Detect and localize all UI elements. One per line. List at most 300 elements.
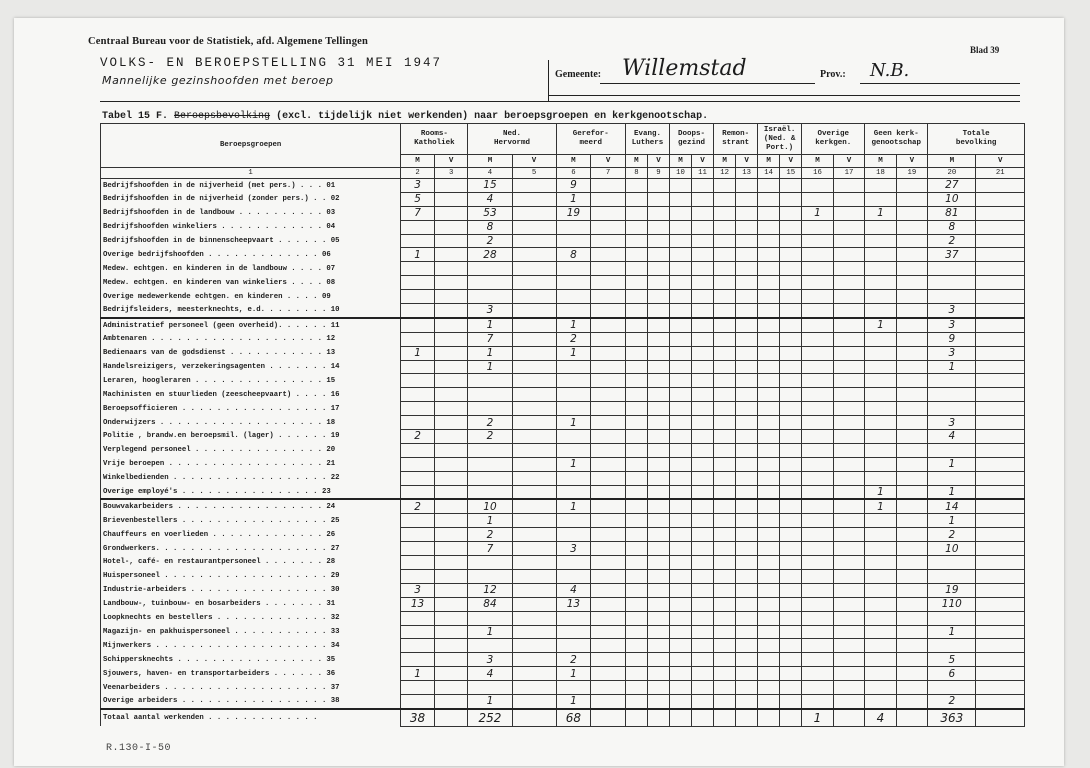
count-cell	[976, 471, 1025, 485]
count-cell	[865, 681, 896, 695]
column-number: 4	[468, 168, 512, 179]
count-cell: 2	[468, 416, 512, 430]
count-cell: 3	[401, 179, 435, 193]
denomination-line-1: Rooms-	[420, 130, 448, 138]
count-cell: 19	[556, 206, 591, 220]
count-cell	[833, 276, 865, 290]
total-cell	[669, 709, 691, 727]
count-cell	[692, 276, 714, 290]
count-cell: 1	[865, 485, 896, 499]
table-row	[101, 556, 1025, 570]
count-cell	[401, 694, 435, 708]
count-cell	[865, 556, 896, 570]
count-cell	[736, 192, 758, 206]
table-row	[101, 276, 1025, 290]
table-row	[101, 681, 1025, 695]
count-cell	[976, 416, 1025, 430]
total-cell	[647, 709, 669, 727]
count-cell	[896, 556, 928, 570]
count-cell	[512, 597, 556, 611]
count-cell	[976, 276, 1025, 290]
count-cell: 1	[865, 318, 896, 332]
count-cell	[758, 346, 780, 360]
count-cell	[591, 443, 626, 457]
count-cell	[865, 667, 896, 681]
count-cell	[896, 569, 928, 583]
count-cell	[669, 234, 691, 248]
count-cell: 4	[928, 430, 976, 444]
table-row	[101, 416, 1025, 430]
count-cell	[512, 220, 556, 234]
count-cell	[692, 234, 714, 248]
count-cell	[802, 528, 833, 542]
total-cell: 1	[802, 709, 833, 727]
count-cell	[401, 542, 435, 556]
male-header: M	[928, 155, 976, 168]
count-cell: 1	[468, 360, 512, 374]
count-cell	[758, 625, 780, 639]
occupation-label: Verplegend personeel . . . . . . . . . . . . . . . 20	[101, 443, 401, 457]
count-cell	[802, 639, 833, 653]
count-cell	[512, 276, 556, 290]
count-cell	[669, 611, 691, 625]
count-cell	[625, 346, 647, 360]
count-cell	[512, 542, 556, 556]
count-cell	[976, 374, 1025, 388]
count-cell	[736, 597, 758, 611]
count-cell	[976, 179, 1025, 193]
count-cell	[714, 681, 736, 695]
column-number: 2	[401, 168, 435, 179]
count-cell	[736, 611, 758, 625]
occupation-label: Ambtenaren . . . . . . . . . . . . . . . . . . . . 12	[101, 332, 401, 346]
table-row	[101, 220, 1025, 234]
count-cell	[434, 304, 468, 318]
count-cell	[647, 234, 669, 248]
count-cell	[647, 416, 669, 430]
count-cell	[802, 499, 833, 513]
count-cell	[833, 388, 865, 402]
count-cell	[556, 443, 591, 457]
count-cell	[928, 639, 976, 653]
count-cell	[556, 276, 591, 290]
table-row	[101, 569, 1025, 583]
count-cell: 8	[468, 220, 512, 234]
count-cell	[591, 360, 626, 374]
count-cell	[736, 416, 758, 430]
beroepsgroepen-header: Beroepsgroepen	[101, 124, 401, 168]
count-cell	[833, 514, 865, 528]
occupation-label: Bedrijfsleiders, meesterknechts, e.d. . . . . . . . 10	[101, 304, 401, 318]
denomination-header	[714, 124, 758, 155]
count-cell	[401, 443, 435, 457]
occupation-label: Bedrijfshoofden in de landbouw . . . . . . . . . . 03	[101, 206, 401, 220]
count-cell	[647, 430, 669, 444]
count-cell	[758, 290, 780, 304]
count-cell	[556, 514, 591, 528]
denomination-header	[556, 124, 625, 155]
count-cell	[647, 374, 669, 388]
count-cell	[758, 457, 780, 471]
count-cell	[591, 206, 626, 220]
count-cell	[896, 262, 928, 276]
count-cell	[692, 290, 714, 304]
count-cell	[401, 234, 435, 248]
count-cell	[556, 430, 591, 444]
count-cell	[833, 667, 865, 681]
count-cell	[896, 179, 928, 193]
total-label: Totaal aantal werkenden . . . . . . . . . . . . .	[101, 709, 401, 727]
count-cell	[591, 332, 626, 346]
count-cell	[802, 542, 833, 556]
count-cell	[692, 318, 714, 332]
count-cell	[468, 457, 512, 471]
count-cell	[669, 667, 691, 681]
count-cell	[714, 206, 736, 220]
count-cell	[802, 597, 833, 611]
count-cell	[714, 443, 736, 457]
count-cell: 7	[401, 206, 435, 220]
count-cell	[896, 192, 928, 206]
count-cell	[625, 542, 647, 556]
count-cell	[692, 597, 714, 611]
count-cell	[736, 457, 758, 471]
count-cell	[802, 360, 833, 374]
count-cell	[434, 290, 468, 304]
occupation-label: Medew. echtgen. en kinderen in de landbouw . . . . 07	[101, 262, 401, 276]
total-cell: 363	[928, 709, 976, 727]
count-cell	[802, 179, 833, 193]
count-cell	[714, 234, 736, 248]
count-cell	[758, 318, 780, 332]
count-cell	[401, 625, 435, 639]
total-cell: 4	[865, 709, 896, 727]
count-cell	[758, 248, 780, 262]
female-header: V	[434, 155, 468, 168]
count-cell: 10	[928, 192, 976, 206]
count-cell	[625, 681, 647, 695]
count-cell	[647, 499, 669, 513]
count-cell	[692, 374, 714, 388]
count-cell	[780, 332, 802, 346]
denomination-header	[758, 124, 802, 155]
count-cell	[865, 528, 896, 542]
count-cell	[976, 625, 1025, 639]
occupation-label: Beroepsofficieren . . . . . . . . . . . . . . . . . 17	[101, 402, 401, 416]
count-cell	[401, 528, 435, 542]
male-header: M	[401, 155, 435, 168]
table-row	[101, 471, 1025, 485]
count-cell	[865, 611, 896, 625]
count-cell	[976, 694, 1025, 708]
count-cell	[692, 542, 714, 556]
count-cell	[736, 402, 758, 416]
table-row	[101, 262, 1025, 276]
count-cell	[647, 179, 669, 193]
count-cell	[434, 179, 468, 193]
count-cell	[896, 318, 928, 332]
column-number: 8	[625, 168, 647, 179]
count-cell	[647, 667, 669, 681]
count-cell: 2	[401, 430, 435, 444]
count-cell: 1	[556, 457, 591, 471]
count-cell	[802, 556, 833, 570]
count-cell	[647, 457, 669, 471]
count-cell	[865, 583, 896, 597]
count-cell: 5	[401, 192, 435, 206]
count-cell: 8	[556, 248, 591, 262]
count-cell	[802, 388, 833, 402]
count-cell	[434, 234, 468, 248]
count-cell	[591, 276, 626, 290]
count-cell	[833, 471, 865, 485]
count-cell	[669, 374, 691, 388]
column-number-row	[101, 168, 1025, 179]
count-cell	[833, 430, 865, 444]
count-cell	[625, 583, 647, 597]
count-cell	[780, 262, 802, 276]
count-cell	[833, 499, 865, 513]
count-cell	[833, 318, 865, 332]
count-cell	[468, 402, 512, 416]
count-cell	[669, 416, 691, 430]
count-cell	[802, 430, 833, 444]
occupation-label: Mijnwerkers . . . . . . . . . . . . . . . . . . . . 34	[101, 639, 401, 653]
count-cell	[865, 443, 896, 457]
table-row	[101, 234, 1025, 248]
total-cell	[758, 709, 780, 727]
count-cell	[625, 611, 647, 625]
count-cell	[896, 346, 928, 360]
count-cell	[736, 514, 758, 528]
count-cell	[833, 694, 865, 708]
count-cell	[669, 639, 691, 653]
count-cell	[714, 192, 736, 206]
count-cell	[669, 276, 691, 290]
count-cell	[976, 569, 1025, 583]
count-cell	[928, 443, 976, 457]
count-cell	[802, 514, 833, 528]
count-cell	[833, 234, 865, 248]
total-cell: 68	[556, 709, 591, 727]
count-cell	[928, 471, 976, 485]
count-cell	[758, 374, 780, 388]
count-cell	[669, 332, 691, 346]
count-cell	[625, 639, 647, 653]
count-cell	[758, 416, 780, 430]
count-cell	[512, 248, 556, 262]
count-cell	[780, 346, 802, 360]
count-cell	[758, 556, 780, 570]
count-cell	[780, 542, 802, 556]
denomination-line-1: Remon-	[722, 130, 750, 138]
count-cell	[669, 457, 691, 471]
count-cell	[780, 667, 802, 681]
count-cell	[434, 611, 468, 625]
column-number: 17	[833, 168, 865, 179]
count-cell	[647, 681, 669, 695]
count-cell	[647, 192, 669, 206]
count-cell	[896, 597, 928, 611]
denomination-header	[468, 124, 556, 155]
count-cell	[758, 430, 780, 444]
count-cell: 9	[556, 179, 591, 193]
count-cell	[928, 556, 976, 570]
count-cell	[758, 360, 780, 374]
count-cell	[802, 248, 833, 262]
count-cell	[512, 639, 556, 653]
count-cell	[714, 262, 736, 276]
female-header: V	[512, 155, 556, 168]
total-cell	[976, 709, 1025, 727]
count-cell	[802, 234, 833, 248]
count-cell	[736, 556, 758, 570]
count-cell	[865, 276, 896, 290]
female-header: V	[780, 155, 802, 168]
count-cell	[736, 206, 758, 220]
column-number: 18	[865, 168, 896, 179]
count-cell	[865, 653, 896, 667]
count-cell	[625, 360, 647, 374]
count-cell	[512, 583, 556, 597]
count-cell: 1	[556, 499, 591, 513]
count-cell	[896, 374, 928, 388]
count-cell	[976, 639, 1025, 653]
count-cell	[669, 514, 691, 528]
count-cell	[647, 471, 669, 485]
count-cell	[714, 556, 736, 570]
count-cell	[928, 374, 976, 388]
count-cell: 12	[468, 583, 512, 597]
count-cell	[833, 625, 865, 639]
count-cell: 10	[928, 542, 976, 556]
count-cell	[802, 262, 833, 276]
count-cell	[468, 556, 512, 570]
count-cell	[833, 416, 865, 430]
count-cell	[928, 276, 976, 290]
count-cell	[556, 485, 591, 499]
count-cell	[512, 388, 556, 402]
count-cell	[780, 248, 802, 262]
count-cell	[591, 694, 626, 708]
count-cell	[669, 304, 691, 318]
count-cell	[692, 360, 714, 374]
count-cell	[780, 694, 802, 708]
table-row	[101, 248, 1025, 262]
count-cell	[401, 485, 435, 499]
occupation-label: Overige employé's . . . . . . . . . . . . . . . . 23	[101, 485, 401, 499]
column-number: 19	[896, 168, 928, 179]
count-cell	[647, 206, 669, 220]
count-cell	[865, 694, 896, 708]
count-cell	[401, 388, 435, 402]
count-cell: 14	[928, 499, 976, 513]
count-cell	[591, 192, 626, 206]
count-cell	[736, 262, 758, 276]
female-header: V	[692, 155, 714, 168]
count-cell	[669, 443, 691, 457]
count-cell	[556, 234, 591, 248]
count-cell	[736, 374, 758, 388]
count-cell: 2	[928, 234, 976, 248]
count-cell	[833, 346, 865, 360]
count-cell	[669, 471, 691, 485]
table-row	[101, 360, 1025, 374]
count-cell	[556, 528, 591, 542]
count-cell	[434, 499, 468, 513]
count-cell: 4	[468, 192, 512, 206]
count-cell	[434, 639, 468, 653]
count-cell	[833, 639, 865, 653]
count-cell	[647, 402, 669, 416]
count-cell	[928, 681, 976, 695]
total-cell	[625, 709, 647, 727]
count-cell	[833, 597, 865, 611]
count-cell	[669, 388, 691, 402]
count-cell	[647, 514, 669, 528]
count-cell: 1	[928, 514, 976, 528]
count-cell	[714, 569, 736, 583]
occupation-label: Veenarbeiders . . . . . . . . . . . . . . . . . . . 37	[101, 681, 401, 695]
count-cell	[736, 471, 758, 485]
count-cell: 1	[556, 192, 591, 206]
count-cell	[802, 471, 833, 485]
count-cell	[512, 374, 556, 388]
count-cell	[976, 499, 1025, 513]
count-cell	[976, 597, 1025, 611]
count-cell	[512, 499, 556, 513]
count-cell	[976, 304, 1025, 318]
count-cell	[401, 360, 435, 374]
count-cell	[780, 360, 802, 374]
count-cell	[669, 248, 691, 262]
count-cell	[512, 667, 556, 681]
count-cell	[802, 457, 833, 471]
count-cell	[758, 471, 780, 485]
female-header: V	[591, 155, 626, 168]
count-cell	[896, 667, 928, 681]
count-cell	[976, 457, 1025, 471]
count-cell	[736, 318, 758, 332]
count-cell: 1	[928, 485, 976, 499]
province-underline	[860, 83, 1020, 84]
count-cell	[692, 179, 714, 193]
count-cell	[758, 485, 780, 499]
count-cell	[865, 625, 896, 639]
count-cell: 1	[928, 625, 976, 639]
count-cell	[833, 374, 865, 388]
count-cell	[736, 443, 758, 457]
occupation-label: Bedienaars van de godsdienst . . . . . . . . . . . 13	[101, 346, 401, 360]
count-cell	[758, 402, 780, 416]
count-cell	[780, 528, 802, 542]
count-cell	[625, 485, 647, 499]
count-cell	[434, 318, 468, 332]
male-header: M	[758, 155, 780, 168]
count-cell	[401, 514, 435, 528]
column-number: 14	[758, 168, 780, 179]
count-cell	[976, 206, 1025, 220]
count-cell	[780, 556, 802, 570]
count-cell	[647, 332, 669, 346]
count-cell	[758, 542, 780, 556]
count-cell	[896, 402, 928, 416]
count-cell	[976, 443, 1025, 457]
count-cell	[669, 597, 691, 611]
count-cell	[434, 220, 468, 234]
count-cell	[556, 556, 591, 570]
count-cell: 10	[468, 499, 512, 513]
